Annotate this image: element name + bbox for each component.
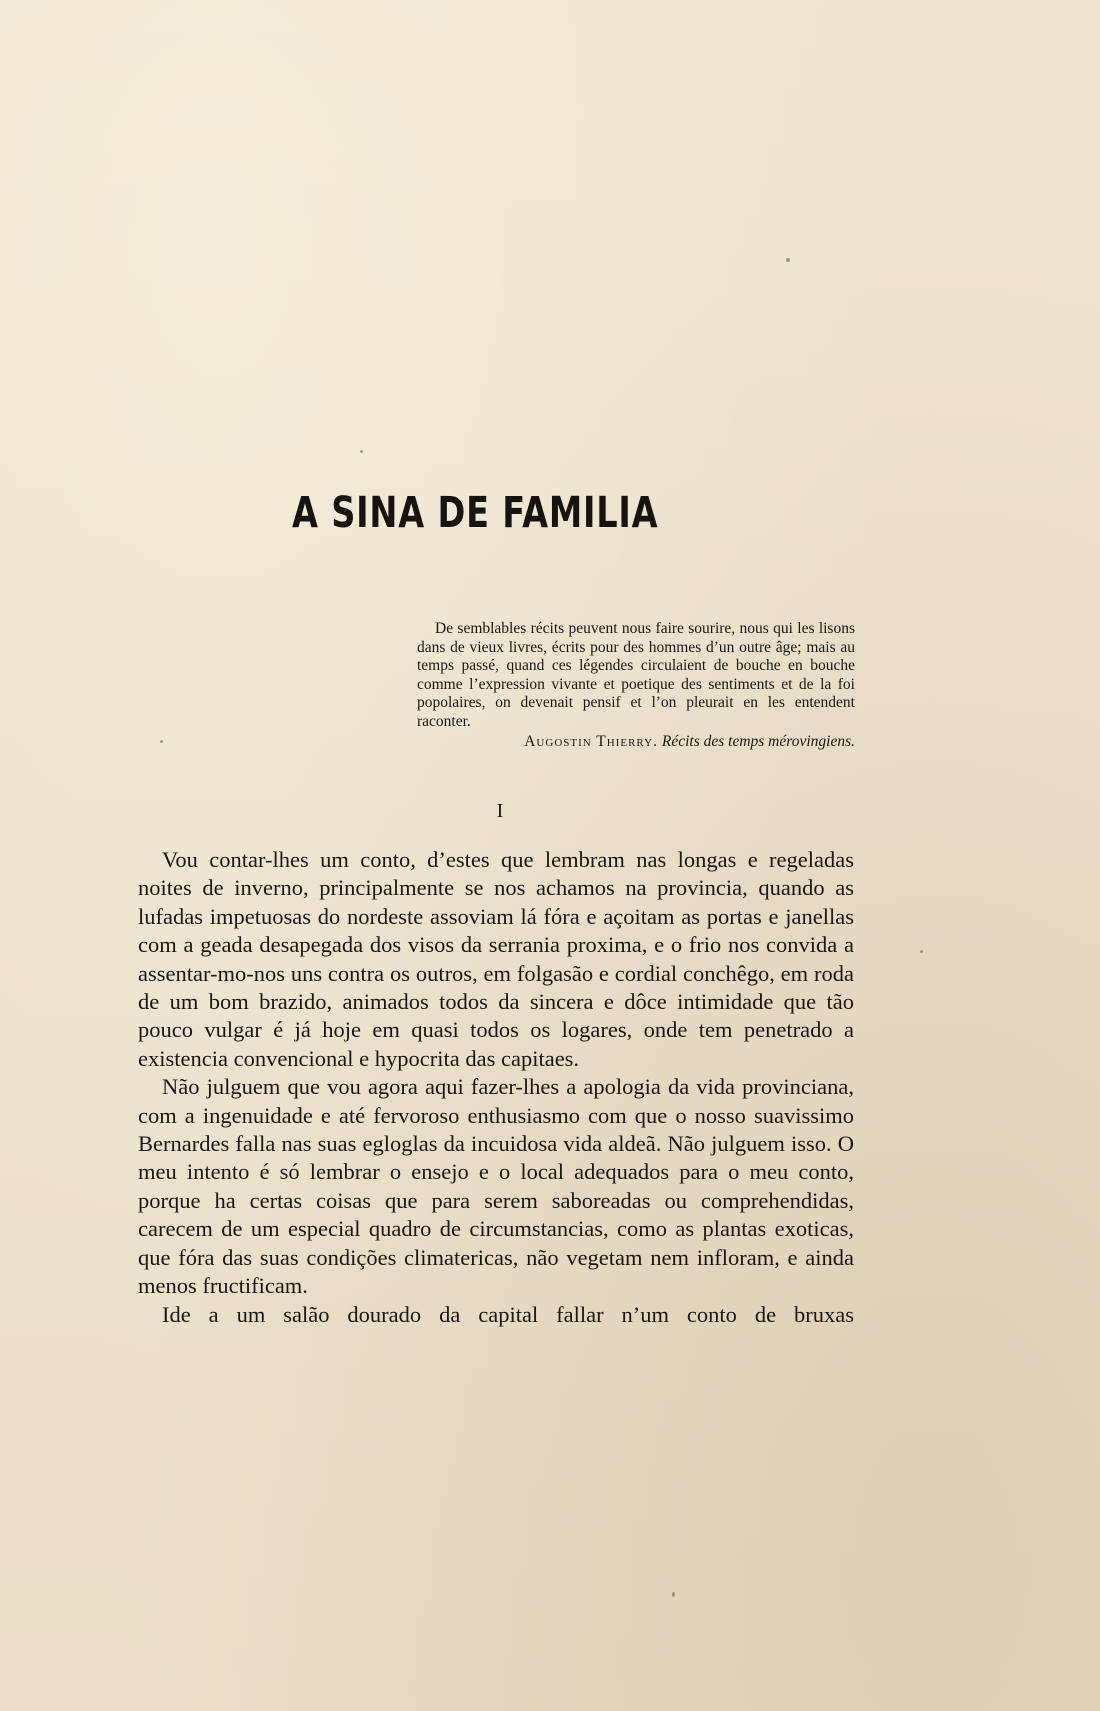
paragraph: Vou contar-lhes um conto, d’estes que lembram nas longas e regeladas noites de inverno, principalmente se nos achamos na provincia, quando as lufadas impetuosas do nordeste assoviam lá fóra e açoitam as portas e janellas com a geada desapegada dos visos da serrania proxima, e o frio nos convida a assentar-mo-nos uns contra os outros, em folgasão e cordial conchêgo, em roda de um bom brazido, animados todos da sincera e dôce intimidade que tão pouco vulgar é já hoje em quasi todos os logares, onde tem penetrado a existencia convencional e hypocrita das capitaes. — [138, 847, 854, 1071]
paper-speck — [160, 740, 163, 743]
paragraph: Ide a um salão dourado da capital fallar n’um conto de bruxas — [162, 1301, 854, 1327]
paper-speck — [786, 258, 790, 262]
paper-speck — [360, 450, 363, 453]
article-body — [138, 846, 854, 1329]
paper-speck — [672, 1592, 675, 1597]
epigraph-author: Augostin Thierry. — [524, 732, 658, 750]
paragraph: Não julguem que vou agora aqui fazer-lhes a apologia da vida provinciana, com a ingenuidade e até fervoroso enthusiasmo com que o nosso suavissimo Bernardes falla nas suas egloglas da incuidosa vida aldeã. Não julguem isso. O meu intento é só lembrar o ensejo e o local adequados para o meu conto, porque ha certas coisas que para serem saboreadas ou comprehendidas, carecem de um especial quadro de circumstancias, como as plantas exoticas, que fóra das suas condições climatericas, não vegetam nem infloram, e ainda menos fructificam. — [138, 1074, 854, 1299]
epigraph-work: Récits des temps mérovingiens. — [661, 732, 855, 750]
paper-speck — [920, 950, 923, 953]
epigraph — [417, 620, 855, 751]
epigraph-attribution — [417, 733, 855, 752]
article-title: A SINA DE FAMILIA — [292, 488, 659, 538]
section-number: I — [496, 800, 504, 822]
epigraph-text: De semblables récits peuvent nous faire sourire, nous qui les lisons dans de vieux livres, écrits pour des hommes d’un outre âge; mais au temps passé, quand ces légendes circulaient de bouche en bouche comme l’expression vivante et poetique des sentiments et de la foi popolaires, on devenait pensif et l’on pleurait en les entendent raconter. — [417, 620, 855, 730]
